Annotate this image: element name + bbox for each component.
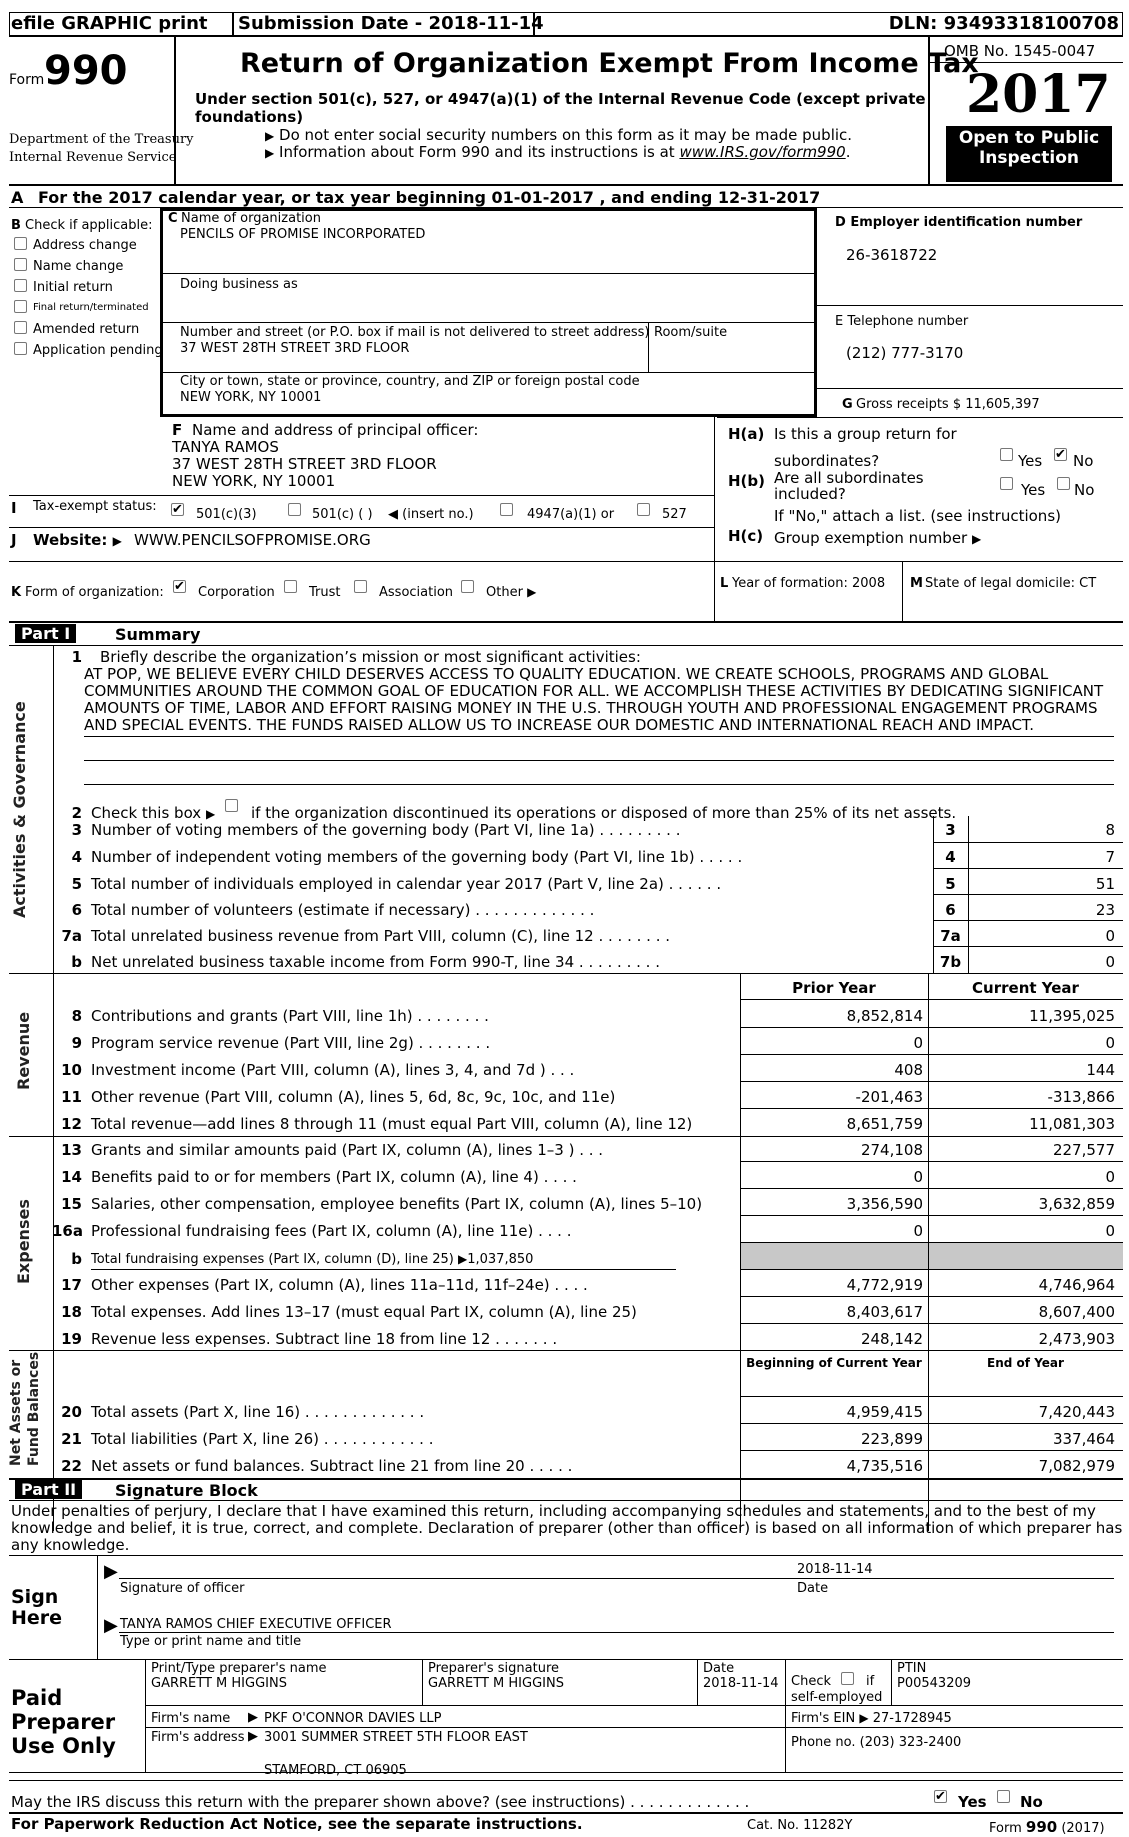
room-suite-label: Room/suite [654,325,728,340]
hb-note: If "No," attach a list. (see instructions) [774,507,1061,525]
mission-line1: AT POP, WE BELIEVE EVERY CHILD DESERVES ACCESS TO QUALITY EDUCATION. WE CREATE SCHOOLS, PROGRAMS AND GLOBAL [84,665,1049,683]
firm-ein-label [791,1711,952,1726]
line17-prior: 4,772,919 [846,1276,923,1294]
line5-num: 5 [71,875,82,893]
section-b-label: B [11,218,21,233]
line13-prior: 274,108 [860,1141,923,1159]
line11-text: Other revenue (Part VIII, column (A), lines 5, 6d, 8c, 9c, 10c, and 11e) [91,1088,616,1106]
section-m-label: M [910,576,923,591]
address-change-checkbox[interactable] [14,237,27,250]
discuss-no-label: No [1020,1793,1043,1811]
trust-checkbox[interactable] [284,580,297,593]
final-return-label: Final return/terminated [33,302,149,313]
initial-return-checkbox[interactable] [14,279,27,292]
here-word: Here [11,1607,63,1629]
officer-address2: NEW YORK, NY 10001 [172,472,336,490]
info-note-end: . [845,143,851,161]
line22-boy: 4,735,516 [846,1457,923,1475]
other-org-label [486,585,536,600]
final-return-checkbox[interactable] [14,300,27,313]
form-footer-num: 990 [1025,1818,1058,1836]
line18-text: Total expenses. Add lines 13–17 (must equal Part IX, column (A), line 25) [91,1303,637,1321]
hb-yes-label: Yes [1021,481,1046,499]
website-title-text: Website: [33,531,108,549]
line3-value: 8 [1105,821,1115,839]
self-employed-checkbox[interactable] [841,1672,854,1685]
arrow-right-icon: ▶ [265,146,275,160]
line20-eoy: 7,420,443 [1038,1403,1115,1421]
open-public-line2: Inspection [978,148,1080,168]
website-url[interactable]: WWW.PENCILSOFPROMISE.ORG [134,531,371,549]
line10-current: 144 [1086,1061,1115,1079]
arrow-right-icon: ▶ [972,532,982,546]
name-change-checkbox[interactable] [14,258,27,271]
hb-no-label: No [1074,481,1095,499]
section-j-label: J [11,531,17,549]
paid-word: Paid [11,1686,63,1710]
line10-prior: 408 [894,1061,923,1079]
line17-current: 4,746,964 [1038,1276,1115,1294]
ha-label: H(a) [728,425,765,443]
discuss-yes-checkbox[interactable]: ✔ [935,1789,946,1804]
hc-text-label: Group exemption number [774,529,968,547]
form-of-org-title: Form of organization: [25,585,164,600]
other-org-text: Other [486,585,523,600]
firm-ein: 27-1728945 [872,1711,952,1726]
corporation-label: Corporation [198,585,275,600]
line6-text: Total number of volunteers (estimate if necessary) . . . . . . . . . . . . . [91,901,595,919]
line16a-num: 16a [52,1222,83,1240]
line19-text: Revenue less expenses. Subtract line 18 from line 12 . . . . . . . [91,1330,558,1348]
phone-no-label-text: Phone no. [791,1735,856,1750]
street-label: Number and street (or P.O. box if mail is not delivered to street address) [180,325,650,340]
tax-exempt-title: Tax-exempt status: [33,499,157,514]
sign-arrow-icon: ▶ [104,1561,118,1582]
street-address: 37 WEST 28TH STREET 3RD FLOOR [180,341,410,356]
firm-address-label: Firm's address [151,1730,245,1745]
line18-current: 8,607,400 [1038,1303,1115,1321]
side-activities-governance: Activities & Governance [10,701,29,918]
line6-num: 6 [71,901,82,919]
preparer-sig: GARRETT M HIGGINS [428,1676,564,1691]
perjury-line1: Under penalties of perjury, I declare that I have examined this return, including accompanying schedules and statements, and to the best of my [11,1502,1096,1520]
line4-value: 7 [1105,848,1115,866]
line13-text: Grants and similar amounts paid (Part IX, column (A), lines 1–3 ) . . . [91,1141,604,1159]
dept-treasury: Department of the Treasury [9,132,194,147]
line16b-value: 1,037,850 [467,1252,534,1267]
section-f-label: F [172,421,183,439]
side-net-assets1: Net Assets or [8,1359,24,1466]
cat-number: Cat. No. 11282Y [747,1818,853,1833]
officer-name: TANYA RAMOS [172,438,279,456]
ha-no-checkbox[interactable]: ✔ [1055,447,1066,462]
line3-num: 3 [71,821,82,839]
arrow-right-icon: ▶ [265,129,275,143]
part1-tag: Part I [15,624,76,643]
line20-num: 20 [61,1403,82,1421]
preparer-name: GARRETT M HIGGINS [151,1676,287,1691]
amended-return-label: Amended return [33,322,140,337]
firm-name: PKF O'CONNOR DAVIES LLP [264,1711,442,1726]
firm-arrow-icon: ▶ [248,1710,258,1725]
use-only-word: Use Only [11,1734,116,1758]
info-note-text: Information about Form 990 and its instructions is at [279,143,680,161]
line7b-value: 0 [1105,953,1115,971]
form-footer-post: (2017) [1057,1821,1105,1836]
line4-box: 4 [945,848,956,866]
line19-prior: 248,142 [860,1330,923,1348]
phone-no-label [791,1735,961,1750]
side-revenue: Revenue [14,1011,33,1090]
arrow-right-icon: ▶ [205,807,216,821]
side-expenses: Expenses [14,1199,33,1284]
preparer-word: Preparer [11,1710,116,1734]
irs-label: Internal Revenue Service [9,150,177,165]
efile-label: efile GRAPHIC print [11,13,208,34]
line8-text: Contributions and grants (Part VIII, line 1h) . . . . . . . . [91,1007,489,1025]
527-checkbox[interactable] [637,503,650,516]
eoy-header: End of Year [987,1356,1064,1370]
line7b-box: 7b [939,953,962,971]
discontinued-checkbox[interactable] [225,799,238,812]
association-checkbox[interactable] [354,580,367,593]
ha-no-label: No [1073,452,1094,470]
if-label: if [866,1674,875,1689]
line8-prior: 8,852,814 [846,1007,923,1025]
ptin-value: P00543209 [897,1676,972,1691]
line16b-label: Total fundraising expenses (Part IX, column (D), line 25) [91,1252,454,1267]
gross-receipts-label: G [842,397,853,412]
501c3-label: 501(c)(3) [196,507,257,522]
check-applicable-title: Check if applicable: [25,218,153,233]
line1-text: Briefly describe the organization’s mission or most significant activities: [100,648,641,666]
line9-num: 9 [71,1034,82,1052]
line-a-label: A [11,188,24,207]
line7b-num: b [71,953,82,971]
line2-num: 2 [71,804,82,822]
line5-text: Total number of individuals employed in calendar year 2017 (Part V, line 2a) . . . . . . [91,875,722,893]
line17-num: 17 [61,1276,82,1294]
line4-num: 4 [71,848,82,866]
boy-header: Beginning of Current Year [746,1356,922,1370]
section-l-label: L [720,576,729,591]
line5-box: 5 [945,875,956,893]
line15-current: 3,632,859 [1038,1195,1115,1213]
form-footer-pre: Form [989,1821,1026,1836]
line13-num: 13 [61,1141,82,1159]
state-domicile: State of legal domicile: CT [925,576,1097,591]
city-state-zip: NEW YORK, NY 10001 [180,390,322,405]
line16a-current: 0 [1105,1222,1115,1240]
insert-no-label [388,507,474,522]
self-employed-label: self-employed [791,1690,883,1705]
association-label: Association [379,585,454,600]
preparer-phone: (203) 323-2400 [859,1735,962,1750]
line7b-text: Net unrelated business taxable income from Form 990-T, line 34 . . . . . . . . . [91,953,660,971]
ha-yes-label: Yes [1018,452,1043,470]
mission-line4: AND SPECIAL EVENTS. THE FUNDS RAISED ALLOW US TO INCREASE OUR DOMESTIC AND INTERNATIONAL REACH AND IMPACT. [84,716,1035,734]
dln: DLN: 93493318100708 [888,13,1119,34]
info-note [265,143,850,161]
ha-text1: Is this a group return for [774,425,957,443]
line7a-box: 7a [940,927,961,945]
line10-num: 10 [61,1061,82,1079]
part1-title: Summary [115,625,201,644]
corporation-checkbox[interactable]: ✔ [174,579,185,594]
501c-checkbox[interactable] [288,503,301,516]
mission-line3: AMOUNTS OF TIME, LABOR AND EFFORT RAISING MONEY IN THE U.S. THROUGH YOUTH AND PROFESSIONAL ENGAGEMENT PROGRAMS [84,699,1098,717]
hb-label: H(b) [728,472,766,490]
line21-num: 21 [61,1430,82,1448]
arrow-right-icon: ▶ [112,534,122,548]
line8-current: 11,395,025 [1029,1007,1115,1025]
line2-b: if the organization discontinued its operations or disposed of more than 25% of its net assets. [251,804,957,822]
perjury-line3: any knowledge. [11,1536,130,1554]
line7a-value: 0 [1105,927,1115,945]
line3-text: Number of voting members of the governing body (Part VI, line 1a) . . . . . . . . . [91,821,681,839]
application-pending-checkbox[interactable] [14,342,27,355]
year-formation: Year of formation: 2008 [732,576,886,591]
hc-text [774,529,981,547]
trust-label: Trust [309,585,341,600]
section-k-label: K [11,585,22,600]
line14-num: 14 [61,1168,82,1186]
line16b-text [91,1252,533,1267]
application-pending-label: Application pending [33,343,163,358]
line12-prior: 8,651,759 [846,1115,923,1133]
line14-current: 0 [1105,1168,1115,1186]
line15-num: 15 [61,1195,82,1213]
signature-date-label: Date [797,1581,829,1596]
discuss-question: May the IRS discuss this return with the preparer shown above? (see instructions) . . . . . . . . . . . . . [11,1793,750,1811]
preparer-date-label: Date [703,1661,735,1676]
sign-word: Sign [11,1586,59,1608]
perjury-line2: knowledge and belief, it is true, correct, and complete. Declaration of preparer (other than officer) is based on all information of which preparer has [11,1519,1123,1537]
line6-box: 6 [945,901,956,919]
line19-num: 19 [61,1330,82,1348]
name-arrow-icon: ▶ [104,1615,118,1636]
city-label: City or town, state or province, country, and ZIP or foreign postal code [180,374,640,389]
line17-text: Other expenses (Part IX, column (A), lines 11a–11d, 11f–24e) . . . . [91,1276,588,1294]
line21-eoy: 337,464 [1052,1430,1115,1448]
501c-label: 501(c) ( ) [312,507,373,522]
preparer-sig-label: Preparer's signature [428,1661,560,1676]
line13-current: 227,577 [1052,1141,1115,1159]
line21-boy: 223,899 [860,1430,923,1448]
line20-text: Total assets (Part X, line 16) . . . . . . . . . . . . . [91,1403,425,1421]
prior-year-header: Prior Year [792,979,876,997]
website-title [33,531,122,549]
discuss-yes-label: Yes [958,1793,987,1811]
line22-num: 22 [61,1457,82,1475]
form-footer [989,1818,1105,1836]
firm-name-label: Firm's name [151,1711,231,1726]
hb-yes-checkbox[interactable] [1000,477,1013,490]
gross-receipts: Gross receipts $ 11,605,397 [856,397,1040,412]
irs-link[interactable]: www.IRS.gov/form990 [679,143,846,161]
section-i-label: I [11,499,17,517]
line15-prior: 3,356,590 [846,1195,923,1213]
open-public-line1: Open to Public [958,128,1100,148]
signature-of-officer-label: Signature of officer [120,1581,245,1596]
hb-text2: included? [774,485,846,503]
officer-address1: 37 WEST 28TH STREET 3RD FLOOR [172,455,437,473]
line14-text: Benefits paid to or for members (Part IX, column (A), line 4) . . . . [91,1168,577,1186]
line6-value: 23 [1095,901,1115,919]
line10-text: Investment income (Part VIII, column (A), lines 3, 4, and 7d ) . . . [91,1061,575,1079]
firm-address2: STAMFORD, CT 06905 [264,1763,407,1778]
officer-name-title: TANYA RAMOS CHIEF EXECUTIVE OFFICER [120,1617,392,1632]
line7a-num: 7a [61,927,82,945]
line11-num: 11 [61,1088,82,1106]
line3-box: 3 [945,821,956,839]
line12-num: 12 [61,1115,82,1133]
line1-num: 1 [71,648,82,666]
line15-text: Salaries, other compensation, employee benefits (Part IX, column (A), lines 5–10) [91,1195,703,1213]
arrow-right-icon: ▶ [458,1252,468,1266]
officer-title: Name and address of principal officer: [192,421,479,439]
discuss-no-checkbox[interactable] [997,1790,1010,1803]
527-label: 527 [662,507,687,522]
check-label: Check [791,1674,831,1689]
line21-text: Total liabilities (Part X, line 26) . . . . . . . . . . . . [91,1430,434,1448]
line14-prior: 0 [913,1168,923,1186]
part2-title: Signature Block [115,1481,258,1500]
ein-value: 26-3618722 [846,246,938,264]
line22-text: Net assets or fund balances. Subtract line 21 from line 20 . . . . . [91,1457,573,1475]
line12-current: 11,081,303 [1029,1115,1115,1133]
org-name-title: Name of organization [181,211,321,226]
arrow-right-icon: ▶ [527,585,537,599]
line20-boy: 4,959,415 [846,1403,923,1421]
submission-date: Submission Date - 2018-11-14 [238,13,544,34]
line16a-prior: 0 [913,1222,923,1240]
4947-checkbox[interactable] [500,503,513,516]
4947-label: 4947(a)(1) or [527,507,615,522]
line22-eoy: 7,082,979 [1038,1457,1115,1475]
line11-current: -313,866 [1047,1088,1115,1106]
dba-label: Doing business as [180,277,298,292]
ssn-note [265,126,852,144]
line4-text: Number of independent voting members of the governing body (Part VI, line 1b) . . . . . [91,848,743,866]
signature-date: 2018-11-14 [797,1562,873,1577]
line9-text: Program service revenue (Part VIII, line 2g) . . . . . . . . [91,1034,491,1052]
omb-number: OMB No. 1545-0047 [944,42,1096,60]
line9-current: 0 [1105,1034,1115,1052]
initial-return-label: Initial return [33,280,113,295]
line2-a [91,804,215,822]
preparer-date: 2018-11-14 [703,1676,779,1691]
line19-current: 2,473,903 [1038,1330,1115,1348]
subtitle-line2: foundations) [195,108,304,126]
hb-no-checkbox[interactable] [1057,477,1070,490]
tax-year: 2017 [966,64,1111,125]
form-word: Form [9,72,45,88]
line18-prior: 8,403,617 [846,1303,923,1321]
address-arrow-icon: ▶ [248,1729,258,1744]
501c3-checkbox[interactable]: ✔ [172,502,183,517]
form-number: 990 [44,48,128,94]
line9-prior: 0 [913,1034,923,1052]
name-change-label: Name change [33,259,124,274]
line16b-shaded [741,1243,1123,1269]
phone-value: (212) 777-3170 [846,344,964,362]
mission-line2: COMMUNITIES AROUND THE COMMON GOAL OF EDUCATION FOR ALL. WE ACCOMPLISH THESE ACTIVITIES BY DEDICATING SIGNIFICANT [84,682,1104,700]
firm-address1: 3001 SUMMER STREET 5TH FLOOR EAST [264,1730,528,1745]
line18-num: 18 [61,1303,82,1321]
insert-no-text: (insert no.) [402,507,474,522]
line16b-num: b [71,1250,82,1268]
arrow-left-icon: ◀ [388,507,398,522]
org-name: PENCILS OF PROMISE INCORPORATED [180,227,426,242]
phone-label: E Telephone number [835,314,969,329]
tax-year-line: For the 2017 calendar year, or tax year beginning 01-01-2017 , and ending 12-31-2017 [38,188,821,207]
line5-value: 51 [1095,875,1115,893]
section-c-label: C [168,211,178,226]
address-change-label: Address change [33,238,137,253]
preparer-name-label: Print/Type preparer's name [151,1661,327,1676]
amended-return-checkbox[interactable] [14,321,27,334]
side-net-assets2: Fund Balances [26,1351,42,1466]
ha-yes-checkbox[interactable] [1000,448,1013,461]
current-year-header: Current Year [972,979,1079,997]
firm-ein-label-text: Firm's EIN [791,1711,856,1726]
line7a-text: Total unrelated business revenue from Part VIII, column (C), line 12 . . . . . . . . [91,927,671,945]
form-title: Return of Organization Exempt From Income Tax [240,48,979,79]
part2-tag: Part II [15,1480,82,1499]
ein-label: D Employer identification number [835,215,1083,230]
hb-text1: Are all subordinates [774,469,924,487]
line8-num: 8 [71,1007,82,1025]
line16a-text: Professional fundraising fees (Part IX, column (A), line 11e) . . . . [91,1222,572,1240]
paperwork-notice: For Paperwork Reduction Act Notice, see the separate instructions. [11,1815,583,1833]
line2-a-text: Check this box [91,804,202,822]
line11-prior: -201,463 [855,1088,923,1106]
type-name-label: Type or print name and title [120,1634,302,1649]
line12-text: Total revenue—add lines 8 through 11 (must equal Part VIII, column (A), line 12) [91,1115,693,1133]
ha-text2: subordinates? [774,452,880,470]
ptin-label: PTIN [897,1661,927,1676]
hc-label: H(c) [728,527,764,545]
other-org-checkbox[interactable] [461,580,474,593]
arrow-right-icon: ▶ [859,1711,869,1725]
subtitle-line1: Under section 501(c), 527, or 4947(a)(1) of the Internal Revenue Code (except private [195,90,926,108]
ssn-note-text: Do not enter social security numbers on this form as it may be made public. [279,126,853,144]
